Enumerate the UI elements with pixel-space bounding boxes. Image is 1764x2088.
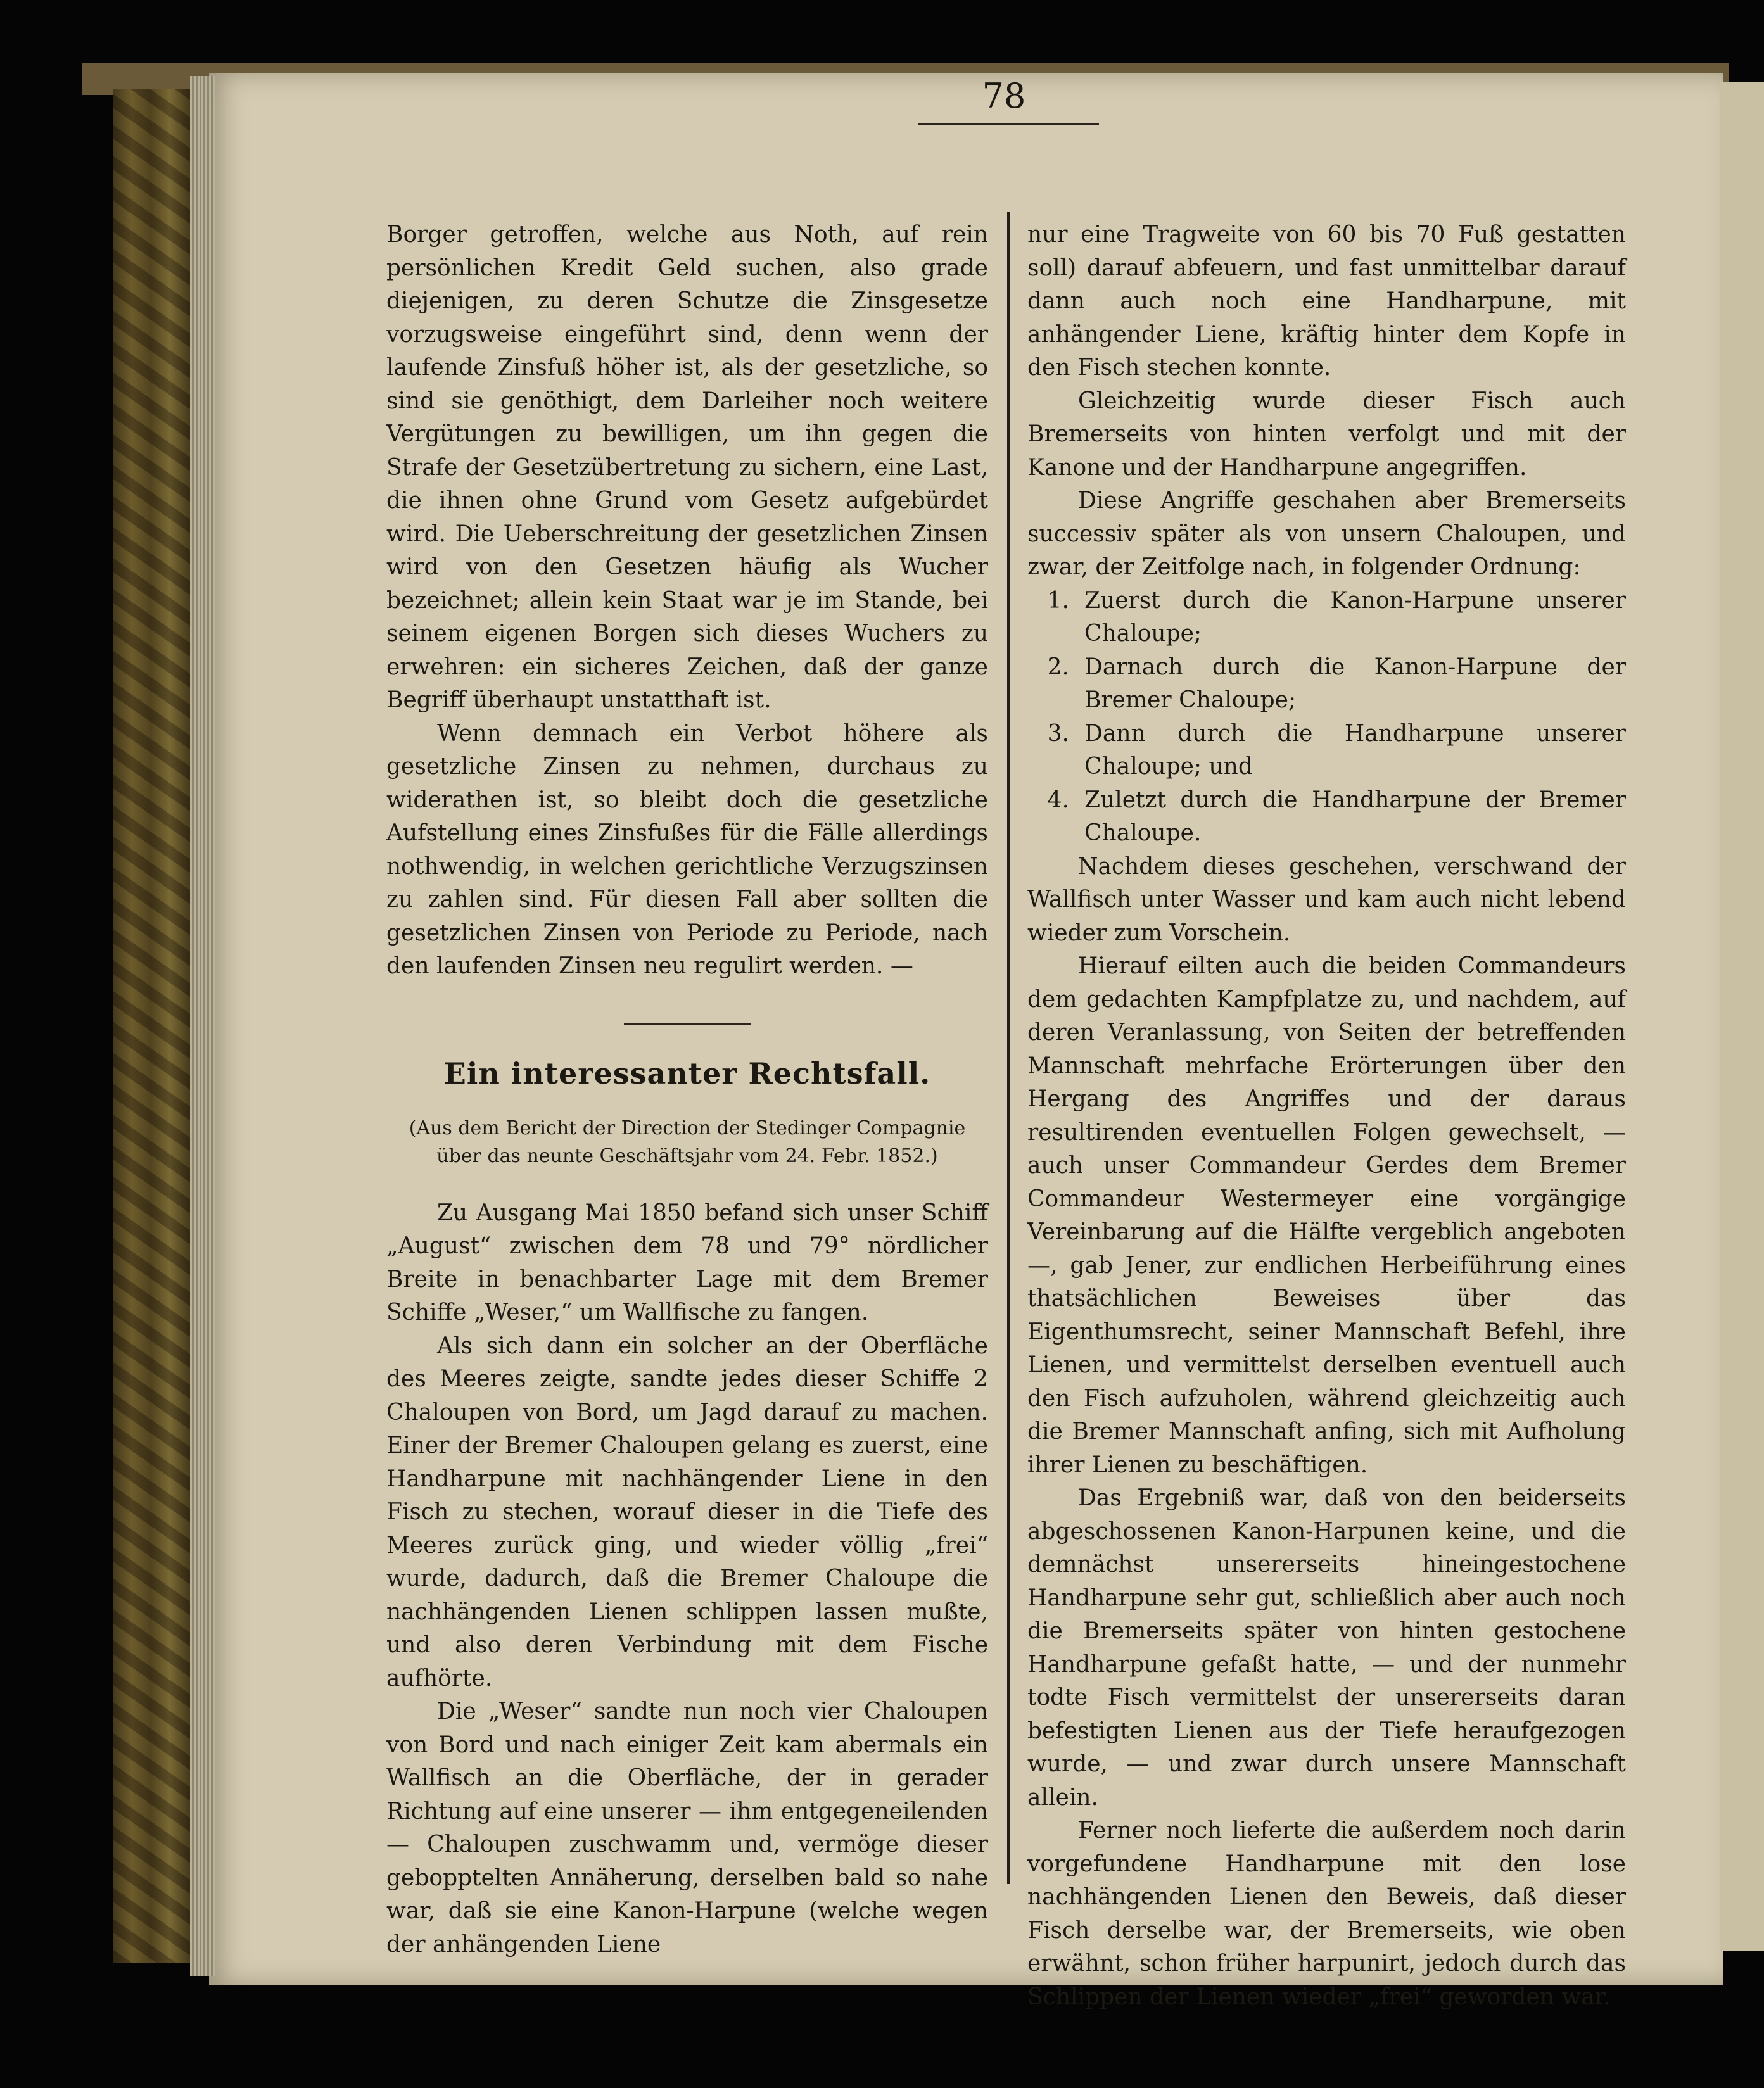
list-text: Zuletzt durch die Handharpune der Bremer Chaloupe. bbox=[1084, 787, 1626, 846]
article-title: Ein interessanter Rechtsfall. bbox=[443, 1056, 931, 1091]
paragraph: Zu Ausgang Mai 1850 befand sich unser Schiff „August“ zwischen dem 78 und 79° nördlicher Breite in benachbarter Lage mit dem Bremer Schiffe „Weser,“ um Wallfische zu fangen. bbox=[386, 1199, 988, 1326]
paragraph: Gleichzeitig wurde dieser Fisch auch Bremerseits von hinten verfolgt und mit der Kanone und der Handharpune angegriffen. bbox=[1027, 388, 1626, 481]
paragraph: nur eine Tragweite von 60 bis 70 Fuß gestatten soll) darauf abfeuern, und fast unmittelbar darauf dann auch noch eine Handharpune, mit anhängender Liene, kräftig hinter dem Kopfe in den Fisch stechen konnte. bbox=[1027, 222, 1626, 381]
list-number: 3. bbox=[1047, 720, 1069, 747]
list-text: Zuerst durch die Kanon-Harpune unserer Chaloupe; bbox=[1084, 587, 1626, 647]
list-number: 2. bbox=[1047, 654, 1069, 680]
page-edges bbox=[190, 76, 215, 1976]
list-number: 4. bbox=[1047, 787, 1069, 813]
facing-page-edge bbox=[1720, 82, 1764, 1951]
list-text: Darnach durch die Kanon-Harpune der Bremer Chaloupe; bbox=[1084, 654, 1626, 713]
header-rule bbox=[918, 123, 1099, 125]
paragraph: Wenn demnach ein Verbot höhere als gesetzliche Zinsen zu nehmen, durchaus zu widerathen ist, so bleibt doch die gesetzliche Aufstellung eines Zinsfußes für die Fälle allerdings nothwendig, in welchen gerichtliche Verzugszinsen zu zahlen sind. Für diesen Fall aber sollten die gesetzlichen Zinsen von Periode zu Periode, nach den laufenden Zinsen neu regulirt werden. — bbox=[386, 720, 988, 979]
paragraph: Borger getroffen, welche aus Noth, auf rein persönlichen Kredit Geld suchen, also grade diejenigen, zu deren Schutze die Zinsgesetze vorzugsweise eingeführt sind, denn wenn der laufende Zinsfuß höher ist, als der gesetzliche, so sind sie genöthigt, dem Darleiher noch weitere Vergütungen zu bewilligen, um ihn gegen die Strafe der Gesetzübertretung zu sichern, eine Last, die ihnen ohne Grund vom Gesetz aufgebürdet wird. Die Ueberschreitung der gesetzlichen Zinsen wird von den Gesetzen häufig als Wucher bezeichnet; allein kein Staat war je im Stande, bei seinem eigenen Borgen sich dieses Wuchers zu erwehren: ein sicheres Zeichen, daß der ganze Begriff überhaupt unstatthaft ist. bbox=[386, 222, 988, 713]
paragraph: Diese Angriffe geschahen aber Bremerseits successiv später als von unsern Chaloupen, und zwar, der Zeitfolge nach, in folgender Ordnung: bbox=[1027, 488, 1626, 580]
right-column bbox=[1027, 218, 1626, 2014]
paragraph: Als sich dann ein solcher an der Oberfläche des Meeres zeigte, sandte jedes dieser Schiffe 2 Chaloupen von Bord, um Jagd darauf zu machen. Einer der Bremer Chaloupen gelang es zuerst, eine Handharpune mit nachhängender Liene in den Fisch zu stechen, worauf dieser in die Tiefe des Meeres zurück ging, und wieder völlig „frei“ wurde, dadurch, daß die Bremer Chaloupe die nachhängenden Lienen schlippen lassen mußte, und also deren Verbindung mit dem Fische aufhörte. bbox=[386, 1332, 988, 1692]
column-divider bbox=[1007, 212, 1010, 1884]
paragraph: Ferner noch lieferte die außerdem noch darin vorgefundene Handharpune mit den lose nachhängenden Lienen den Beweis, daß dieser Fisch derselbe war, der Bremerseits, wie oben erwähnt, schon früher harpunirt, jedoch durch das Schlippen der Lienen wieder „frei“ geworden war. bbox=[1027, 1818, 1626, 2010]
section-separator bbox=[624, 1023, 751, 1025]
paragraph: Das Ergebniß war, daß von den beiderseits abgeschossenen Kanon-Harpunen keine, und die demnächst unsererseits hineingestochene Handharpune sehr gut, schließlich aber auch noch die Bremerseits später von hinten gestochene Handharpune gefaßt hatte, — und der nunmehr todte Fisch vermittelst der unsererseits daran befestigten Lienen aus der Tiefe heraufgezogen wurde, — und zwar durch unsere Mannschaft allein. bbox=[1027, 1485, 1626, 1811]
list-text: Dann durch die Handharpune unserer Chaloupe; und bbox=[1084, 720, 1626, 780]
paragraph: Hierauf eilten auch die beiden Commandeurs dem gedachten Kampfplatze zu, und nachdem, auf deren Veranlassung, von Seiten der betreffenden Mannschaft mehrfache Erörterungen über den Hergang des Angriffes und der daraus resultirenden eventuellen Folgen gewechselt, — auch unser Commandeur Gerdes dem Bremer Commandeur Westermeyer eine vorgängige Vereinbarung auf die Hälfte vergeblich angeboten —, gab Jener, zur endlichen Herbeiführung eines thatsächlichen Beweises über das Eigenthumsrecht, seiner Mannschaft Befehl, ihre Lienen, und vermittelst derselben eventuell auch den Fisch aufzuholen, während gleichzeitig auch die Bremer Mannschaft anfing, sich mit Aufholung ihrer Lienen zu beschäftigen. bbox=[1027, 953, 1626, 1478]
list-number: 1. bbox=[1047, 587, 1069, 614]
page-number: 78 bbox=[982, 76, 1026, 116]
list-item bbox=[1027, 718, 1626, 784]
list-item bbox=[1027, 585, 1626, 651]
paragraph: Die „Weser“ sandte nun noch vier Chaloupen von Bord und nach einiger Zeit kam abermals ein Wallfisch an die Oberfläche, der in gerader Richtung auf eine unserer — ihm entgegeneilenden — Chaloupen zuschwamm und, vermöge dieser gebopptelten Annäherung, derselben bald so nahe war, daß sie eine Kanon-Harpune (welche wegen der anhängenden Liene bbox=[386, 1699, 988, 1958]
article-source: (Aus dem Bericht der Direction der Stedinger Compagnie über das neunte Geschäftsjahr vom 24. Febr. 1852.) bbox=[409, 1117, 966, 1167]
paragraph: Nachdem dieses geschehen, verschwand der Wallfisch unter Wasser und kam auch nicht lebend wieder zum Vorschein. bbox=[1027, 853, 1626, 946]
left-column bbox=[386, 218, 988, 1961]
list-item bbox=[1027, 651, 1626, 718]
list-item bbox=[1027, 784, 1626, 851]
